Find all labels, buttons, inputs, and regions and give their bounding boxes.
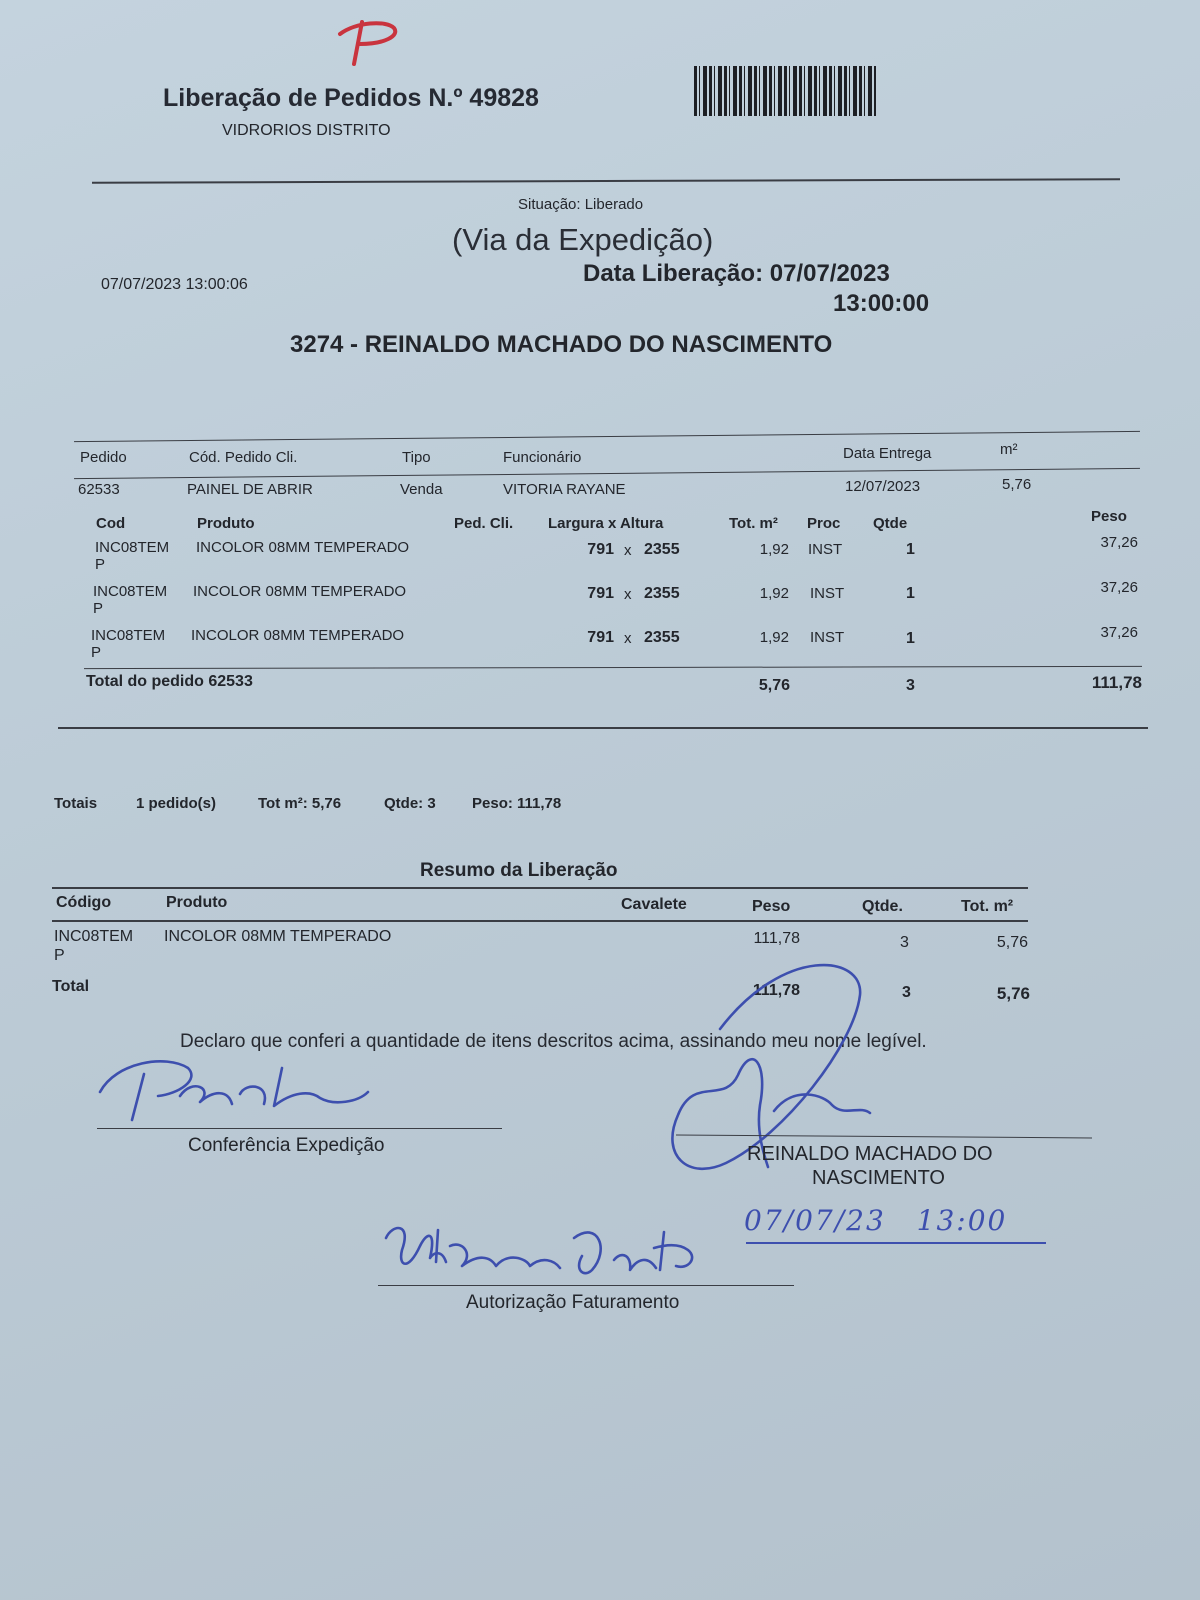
- item-largura: 791: [587, 585, 614, 602]
- col-proc: Proc: [807, 515, 841, 532]
- item-largura: 791: [587, 629, 614, 646]
- conferencia-signature: [96, 1050, 396, 1130]
- item-produto: INCOLOR 08MM TEMPERADO: [196, 539, 410, 556]
- resumo-total-tot-m2: 5,76: [996, 984, 1030, 1003]
- order-total-label: Total do pedido 62533: [86, 673, 253, 690]
- handwritten-date: [744, 1204, 1054, 1250]
- order-table-top-rule: [74, 431, 1140, 442]
- order-total-qtde: 3: [906, 677, 915, 694]
- client-name-line2: NASCIMENTO: [812, 1167, 945, 1189]
- client-signature-line: [676, 1135, 1092, 1139]
- col-pedido: Pedido: [80, 449, 127, 466]
- item-peso: 37,26: [1100, 624, 1138, 641]
- col-data-entrega: Data Entrega: [843, 445, 932, 462]
- col-largura-altura: Largura x Altura: [548, 515, 664, 532]
- item-peso: 37,26: [1100, 579, 1138, 596]
- item-cod-suffix: P: [93, 600, 104, 617]
- resumo-tot-m2: 5,76: [996, 934, 1028, 951]
- declaration-text: Declaro que conferi a quantidade de itens descritos acima, assinando meu nome legível.: [180, 1031, 927, 1052]
- totais-qtde: Qtde: 3: [384, 795, 436, 812]
- via-label: (Via da Expedição): [452, 222, 714, 257]
- resumo-header-rule: [52, 920, 1028, 922]
- col-ped-cli: Ped. Cli.: [454, 515, 514, 532]
- resumo-qtde: 3: [900, 934, 909, 951]
- item-proc: INST: [808, 541, 843, 558]
- totais-pedidos: 1 pedido(s): [136, 795, 217, 812]
- conferencia-signature-line: [97, 1128, 502, 1129]
- item-tot-m2: 1,92: [759, 541, 789, 558]
- handwritten-p-mark: [336, 14, 406, 70]
- col-tot-m2: Tot. m²: [729, 515, 778, 532]
- header-divider: [92, 178, 1120, 184]
- item-qtde: 1: [906, 630, 915, 647]
- col-resumo-peso: Peso: [752, 898, 791, 915]
- item-largura: 791: [587, 541, 614, 558]
- item-x: x: [624, 630, 632, 647]
- item-produto: INCOLOR 08MM TEMPERADO: [191, 627, 405, 644]
- resumo-codigo: INC08TEM: [54, 928, 134, 945]
- resumo-total-label: Total: [52, 978, 90, 995]
- print-datetime: 07/07/2023 13:00:06: [101, 276, 248, 293]
- status-situacao: Situação: Liberado: [518, 196, 644, 213]
- col-funcionario: Funcionário: [503, 449, 582, 466]
- data-liberacao: Data Liberação: 07/07/2023: [583, 260, 890, 287]
- handwritten-date-underline: [746, 1242, 1046, 1244]
- col-resumo-tot-m2: Tot. m²: [961, 898, 1014, 915]
- item-altura: 2355: [644, 585, 680, 602]
- totais-peso: Peso: 111,78: [472, 795, 562, 812]
- order-header-rule: [74, 468, 1140, 479]
- item-qtde: 1: [906, 541, 915, 558]
- order-total-peso: 111,78: [1091, 673, 1142, 692]
- handwritten-date-text: 07/07/23 13:00: [744, 1204, 1008, 1237]
- col-m2: m²: [1000, 441, 1018, 458]
- col-codigo: Código: [56, 894, 112, 911]
- company-name: VIDRORIOS DISTRITO: [222, 122, 391, 139]
- item-qtde: 1: [906, 585, 915, 602]
- resumo-codigo-suffix: P: [54, 947, 65, 964]
- col-resumo-qtde: Qtde.: [862, 898, 903, 915]
- item-altura: 2355: [644, 541, 680, 558]
- client-name: 3274 - REINALDO MACHADO DO NASCIMENTO: [290, 331, 833, 358]
- item-cod: INC08TEM: [93, 583, 168, 600]
- item-x: x: [624, 586, 632, 603]
- data-liberacao-time: 13:00:00: [833, 290, 930, 317]
- order-total-m2: 5,76: [758, 677, 790, 694]
- col-cod: Cod: [96, 515, 126, 532]
- autorizacao-signature: [378, 1210, 718, 1290]
- totais-tot-m2: Tot m²: 5,76: [258, 795, 342, 812]
- col-tipo: Tipo: [402, 449, 431, 466]
- item-cod-suffix: P: [91, 644, 102, 661]
- totais-label: Totais: [54, 795, 98, 812]
- resumo-produto: INCOLOR 08MM TEMPERADO: [164, 928, 392, 945]
- resumo-peso: 111,78: [753, 930, 800, 947]
- resumo-total-qtde: 3: [902, 984, 911, 1001]
- resumo-top-rule: [52, 887, 1028, 889]
- col-cavalete: Cavalete: [621, 896, 687, 913]
- client-name-line1: REINALDO MACHADO DO: [747, 1143, 993, 1165]
- order-m2: 5,76: [1002, 476, 1032, 493]
- col-qtde: Qtde: [873, 515, 908, 532]
- item-altura: 2355: [644, 629, 680, 646]
- order-total-rule: [84, 666, 1142, 669]
- item-x: x: [624, 542, 632, 559]
- item-cod: INC08TEM: [95, 539, 170, 556]
- resumo-total-peso: 111,78: [752, 982, 800, 999]
- barcode: [694, 66, 876, 116]
- item-cod-suffix: P: [95, 556, 106, 573]
- order-pedido: 62533: [78, 481, 120, 498]
- order-data-entrega: 12/07/2023: [845, 478, 921, 495]
- col-cod-pedido-cli: Cód. Pedido Cli.: [189, 449, 298, 466]
- item-proc: INST: [810, 585, 845, 602]
- conferencia-label: Conferência Expedição: [188, 1135, 385, 1156]
- col-resumo-produto: Produto: [166, 894, 228, 911]
- col-peso: Peso: [1091, 508, 1127, 525]
- col-produto: Produto: [197, 515, 255, 532]
- item-cod: INC08TEM: [91, 627, 166, 644]
- document-title: Liberação de Pedidos N.º 49828: [163, 84, 539, 112]
- order-cod-pedido-cli: PAINEL DE ABRIR: [187, 481, 313, 498]
- order-funcionario: VITORIA RAYANE: [503, 481, 626, 498]
- order-tipo: Venda: [400, 481, 443, 498]
- item-peso: 37,26: [1100, 534, 1138, 551]
- order-section-bottom-rule: [58, 727, 1148, 729]
- item-produto: INCOLOR 08MM TEMPERADO: [193, 583, 407, 600]
- item-tot-m2: 1,92: [759, 629, 789, 646]
- autorizacao-signature-line: [378, 1285, 794, 1286]
- autorizacao-label: Autorização Faturamento: [466, 1292, 680, 1313]
- item-proc: INST: [810, 629, 845, 646]
- item-tot-m2: 1,92: [759, 585, 789, 602]
- resumo-title: Resumo da Liberação: [420, 860, 618, 881]
